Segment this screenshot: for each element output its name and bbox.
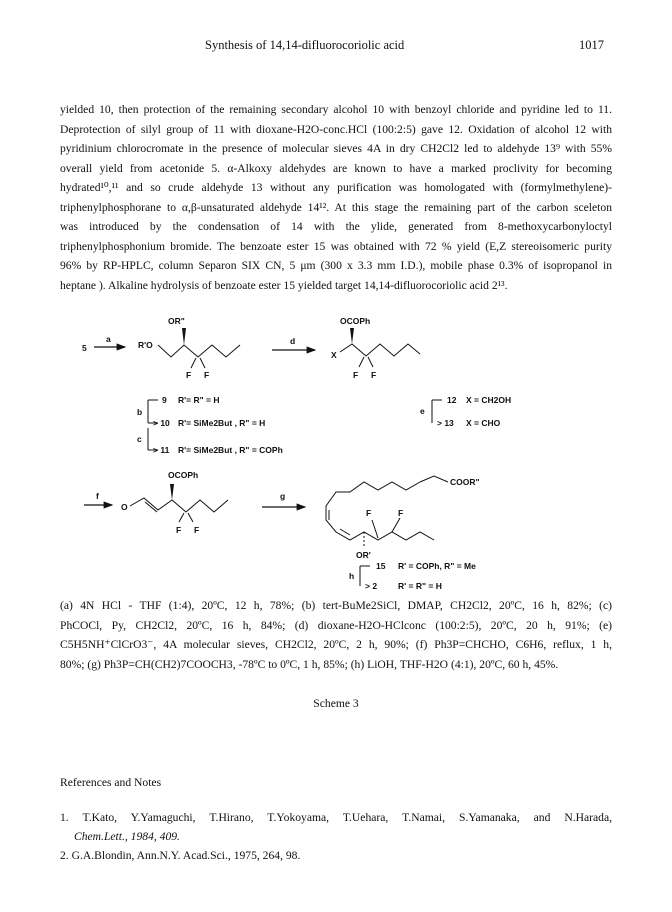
svg-text:X: X (331, 350, 337, 360)
body-line: heptane ). Alkaline hydrolysis of benzoate ester 15 yielded target 14,14-difluorocoriolic acid 2¹³. (60, 278, 508, 292)
svg-text:R' = COPh, R" = Me: R' = COPh, R" = Me (398, 561, 476, 571)
compound-list-15-2 (349, 561, 476, 590)
structure-x-benzoate (331, 316, 420, 380)
svg-text:OR": OR" (168, 316, 185, 326)
svg-text:12: 12 (447, 395, 457, 405)
arrow-g-label: g (280, 491, 286, 501)
body-line: hydrated¹⁰,¹¹ and so crude aldehyde 13 without any purification was homologated with (formylmethylene)- (60, 181, 612, 194)
body-line: overall yield from acetonide 5. α-Alkoxy aldehydes are known to have a marked proclivity for becoming (60, 161, 612, 175)
svg-text:F: F (194, 525, 200, 535)
running-title: Synthesis of 14,14-difluorocoriolic acid (205, 38, 405, 52)
svg-text:9: 9 (162, 395, 167, 405)
svg-text:X = CH2OH: X = CH2OH (466, 395, 512, 405)
body-line: triphenylphosphorane to α,β-unsaturated aldehyde 14¹². At this stage the remaining part of the carbon sceleton (60, 200, 612, 214)
conditions-line: 80%; (g) Ph3P=CH(CH2)7COOCH3, -78ºC to 0ºC, 1 h, 85%; (h) LiOH, THF-H2O (4:1), 20ºC, 60 h, 45%. (60, 657, 559, 671)
page-number: 1017 (579, 38, 604, 52)
svg-text:OCOPh: OCOPh (168, 470, 199, 480)
svg-text:b: b (137, 407, 143, 417)
compound-5-label: 5 (82, 343, 87, 353)
body-line: triphenylphosphonium bromide. The benzoate ester 15 was obtained with 72 % yield (E,Z stereoisomeric purity (60, 239, 612, 253)
structure-difluorocoriolic-acid (326, 476, 480, 560)
reference-line: 1. T.Kato, Y.Yamaguchi, T.Hirano, T.Yokoyama, T.Uehara, T.Namai, S.Yamanaka, and N.Harada, (60, 811, 612, 824)
reference-line: Chem.Lett., 1984, 409. (74, 830, 180, 843)
svg-text:h: h (349, 571, 355, 581)
body-line: was introduced by the condensation of 14 with the ylide, generated from 8-methoxycarbonyloctyl (60, 220, 612, 233)
body-line: pyridinium chlorocromate in the presence of molecular sieves 4A in dry CH2Cl2 led to aldehyde 13⁹ with 55% (60, 142, 612, 155)
svg-text:F: F (186, 370, 192, 380)
svg-text:X = CHO: X = CHO (466, 418, 501, 428)
reference-line: 2. G.A.Blondin, Ann.N.Y. Acad.Sci., 1975, 264, 98. (60, 849, 301, 862)
svg-text:e: e (420, 406, 425, 416)
svg-text:15: 15 (376, 561, 386, 571)
svg-text:R'= SiMe2But , R" = COPh: R'= SiMe2But , R" = COPh (178, 445, 283, 455)
body-line: 96% by RP-HPLC, column Separon SIX CN, 5 μm (300 x 3.3 mm I.D.), mobile phase 0.3% of isopropanol in (60, 259, 612, 272)
body-line: Deprotection of silyl group of 11 with dioxane-H2O-conc.HCl (100:2:5) gave 12. Oxidation of alcohol 12 with (60, 122, 612, 136)
body-paragraph (60, 100, 612, 295)
svg-text:c: c (137, 434, 142, 444)
svg-text:F: F (204, 370, 210, 380)
conditions-line: PhCOCl, Py, CH2Cl2, 20ºC, 16 h, 84%; (d) dioxane-H2O-HClconc (100:2:5), 20ºC, 20 h, 91%; (e) (60, 618, 612, 632)
structure-unsaturated-aldehyde (121, 470, 228, 535)
scheme-title: Scheme 3 (313, 697, 359, 710)
svg-text:OR': OR' (356, 550, 371, 560)
conditions-line: C5H5NH⁺ClCrO3⁻, 4A molecular sieves, CH2Cl2, 20ºC, 2 h, 90%; (f) Ph3P=CHCHO, C6H6, reflux, 1 h, (60, 638, 612, 651)
svg-text:R'= R" = H: R'= R" = H (178, 395, 220, 405)
structure-diol-derivative (138, 316, 240, 380)
compound-list-9-10-11 (137, 395, 283, 455)
compound-list-12-13 (420, 395, 511, 428)
svg-text:F: F (371, 370, 377, 380)
arrow-d-label: d (290, 336, 296, 346)
svg-text:F: F (366, 508, 372, 518)
svg-text:F: F (353, 370, 359, 380)
references-list (60, 808, 612, 865)
svg-text:R'O: R'O (138, 340, 153, 350)
svg-text:OCOPh: OCOPh (340, 316, 371, 326)
references-heading: References and Notes (60, 776, 162, 789)
svg-text:F: F (398, 508, 404, 518)
svg-text:> 10: > 10 (153, 418, 170, 428)
svg-text:> 11: > 11 (153, 445, 170, 455)
arrow-a-label: a (106, 334, 111, 344)
svg-text:> 2: > 2 (365, 581, 378, 590)
svg-text:COOR": COOR" (450, 477, 480, 487)
reaction-scheme (0, 300, 672, 590)
svg-text:F: F (176, 525, 182, 535)
svg-text:> 13: > 13 (437, 418, 454, 428)
body-line: yielded 10, then protection of the remaining secondary alcohol 10 with benzoyl chloride and pyridine led to 11. (60, 103, 612, 116)
svg-text:R'= SiMe2But , R" = H: R'= SiMe2But , R" = H (178, 418, 266, 428)
svg-text:R' = R" = H: R' = R" = H (398, 581, 442, 590)
arrow-f-label: f (96, 491, 99, 501)
svg-text:O: O (121, 502, 128, 512)
reaction-conditions (60, 596, 612, 674)
conditions-line: (a) 4N HCl - THF (1:4), 20ºC, 12 h, 78%; (b) tert-BuMe2SiCl, DMAP, CH2Cl2, 20ºC, 16 h, 82%; (c) (60, 599, 612, 612)
